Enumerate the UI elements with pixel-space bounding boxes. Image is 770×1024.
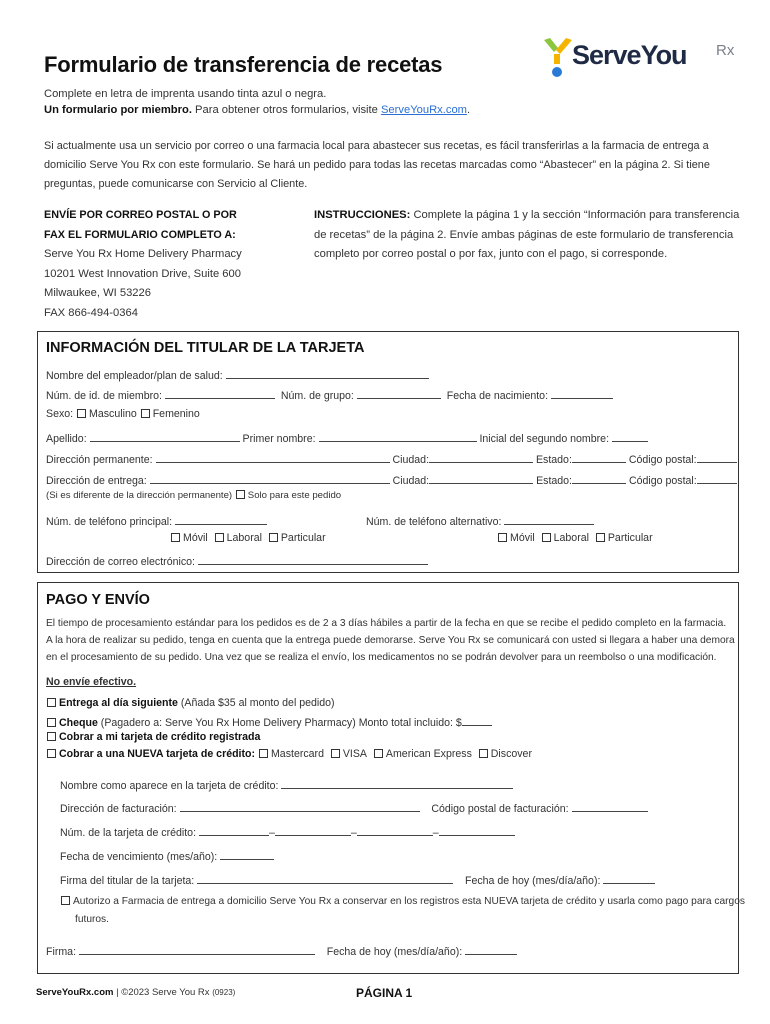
phone-type-row: Móvil Laboral Particular (170, 532, 326, 544)
perm-address-row: Dirección permanente: Ciudad: Estado: Código postal: (46, 451, 737, 466)
card-number-3[interactable] (357, 824, 433, 836)
dob-field[interactable] (551, 387, 613, 399)
alt-phone-field[interactable] (504, 513, 594, 525)
phone-row: Núm. de teléfono principal: (46, 513, 267, 528)
signature-date-field[interactable] (465, 943, 517, 955)
logo-text: ServeYou (572, 40, 687, 70)
ship-zip-field[interactable] (697, 472, 737, 484)
expiry-row: Fecha de vencimiento (mes/año): (60, 848, 274, 863)
ship-address-row: Dirección de entrega: Ciudad: Estado: Código postal: (46, 472, 737, 487)
intro-paragraph-1: Si actualmente usa un servicio por correo o una farmacia local para abastecer sus recetas, es fácil transferirlas a la farmacia de entrega a (44, 140, 709, 152)
signature-field[interactable] (79, 943, 315, 955)
expiry-field[interactable] (220, 848, 274, 860)
instructions-2: de recetas” de la página 2. Envíe ambas páginas de este formulario de transferencia (314, 229, 734, 241)
mastercard-checkbox[interactable] (259, 749, 268, 758)
mail-address-2: 10201 West Innovation Drive, Suite 600 (44, 268, 241, 280)
payment-para-2: A la hora de realizar su pedido, tenga en cuenta que la entrega puede demorarse. Serve You Rx se comunicará con usted si llegara a haber una demora (46, 635, 735, 646)
middle-initial-field[interactable] (612, 430, 648, 442)
instructions-1: INSTRUCCIONES: Complete la página 1 y la sección “Información para transferencia (314, 209, 740, 221)
mail-address-1: Serve You Rx Home Delivery Pharmacy (44, 248, 242, 260)
instructions-3: completo por correo postal o por fax, junto con el pago, si corresponde. (314, 248, 668, 260)
card-number-row: Núm. de la tarjeta de crédito: – – – (60, 824, 515, 839)
if-different-row: (Si es diferente de la dirección permanente) Solo para este pedido (46, 490, 342, 501)
next-day-row: Entrega al día siguiente (Añada $35 al monto del pedido) (46, 697, 335, 709)
authorize-row-2: futuros. (75, 914, 109, 925)
billing-address-field[interactable] (180, 800, 420, 812)
cardholder-title: INFORMACIÓN DEL TITULAR DE LA TARJETA (46, 340, 365, 356)
mobile-checkbox[interactable] (171, 533, 180, 542)
card-number-2[interactable] (275, 824, 351, 836)
mail-heading-1: ENVÍE POR CORREO POSTAL O POR (44, 209, 237, 221)
email-row: Dirección de correo electrónico: (46, 553, 428, 568)
employer-row: Nombre del empleador/plan de salud: (46, 367, 429, 382)
card-name-field[interactable] (281, 777, 513, 789)
instructions-line: Complete en letra de imprenta usando tinta azul o negra. (44, 88, 327, 100)
payment-para-3: en el procesamiento de su pedido. Una vez que se realiza el envío, los medicamentos no se podrán devolver para un reembolso o una modificación. (46, 652, 717, 663)
page-number: PÁGINA 1 (356, 986, 413, 1000)
logo-rx: Rx (716, 42, 735, 59)
card-date-field[interactable] (603, 872, 655, 884)
perm-city-field[interactable] (429, 451, 533, 463)
employer-field[interactable] (226, 367, 429, 379)
payment-para-1: El tiempo de procesamiento estándar para los pedidos es de 2 a 3 días hábiles a partir de la fecha en que se recibe el pedido completo en la farmacia. (46, 618, 727, 629)
ship-state-field[interactable] (572, 472, 626, 484)
card-signature-field[interactable] (197, 872, 453, 884)
first-name-field[interactable] (319, 430, 477, 442)
check-row: Cheque (Pagadero a: Serve You Rx Home Delivery Pharmacy) Monto total incluido: $ (46, 714, 492, 729)
ship-city-field[interactable] (429, 472, 533, 484)
authorize-row: Autorizo a Farmacia de entrega a domicilio Serve You Rx a conservar en los registros esta NUEVA tarjeta de crédito y usarla como pago para cargos (60, 896, 745, 907)
billing-zip-field[interactable] (572, 800, 648, 812)
perm-address-field[interactable] (156, 451, 390, 463)
order-only-checkbox[interactable] (236, 490, 245, 499)
billing-row: Dirección de facturación: Código postal de facturación: (60, 800, 648, 815)
footer-site: ServeYouRx.com (36, 987, 114, 998)
work-checkbox[interactable] (215, 533, 224, 542)
page-title: Formulario de transferencia de recetas (44, 52, 443, 77)
mail-fax: FAX 866-494-0364 (44, 307, 138, 319)
authorize-checkbox[interactable] (61, 896, 70, 905)
logo-mark-icon (542, 38, 574, 78)
next-day-checkbox[interactable] (47, 698, 56, 707)
member-row: Núm. de id. de miembro: Núm. de grupo: Fecha de nacimiento: (46, 387, 613, 402)
perm-zip-field[interactable] (697, 451, 737, 463)
ship-address-field[interactable] (150, 472, 390, 484)
check-checkbox[interactable] (47, 718, 56, 727)
alt-work-checkbox[interactable] (542, 533, 551, 542)
charge-registered-checkbox[interactable] (47, 732, 56, 741)
serveyou-logo (540, 36, 740, 80)
intro-paragraph-2: domicilio Serve You Rx con este formulario. Se hará un pedido para todas las recetas marcadas como “Abastecer” en la página 2. Si tiene (44, 159, 710, 171)
mail-address-3: Milwaukee, WI 53226 (44, 287, 151, 299)
alt-mobile-checkbox[interactable] (498, 533, 507, 542)
serveyou-link[interactable]: ServeYouRx.com (380, 104, 467, 116)
card-number-1[interactable] (199, 824, 269, 836)
group-field[interactable] (357, 387, 441, 399)
email-field[interactable] (198, 553, 428, 565)
last-name-field[interactable] (90, 430, 240, 442)
payment-title: PAGO Y ENVÍO (46, 592, 150, 608)
amex-checkbox[interactable] (374, 749, 383, 758)
check-amount-field[interactable] (462, 714, 492, 726)
alt-phone-row: Núm. de teléfono alternativo: (366, 513, 594, 528)
card-signature-row: Firma del titular de la tarjeta: Fecha de hoy (mes/día/año): (60, 872, 655, 887)
name-row: Apellido: Primer nombre: Inicial del segundo nombre: (46, 430, 648, 445)
no-cash-note: No envíe efectivo. (46, 676, 137, 688)
discover-checkbox[interactable] (479, 749, 488, 758)
intro-paragraph-3: preguntas, puede comunicarse con Servicio al Cliente. (44, 178, 308, 190)
member-id-field[interactable] (165, 387, 275, 399)
mail-heading-2: FAX EL FORMULARIO COMPLETO A: (44, 229, 236, 241)
forms-line: Un formulario por miembro. Para obtener otros formularios, visite ServeYouRx.com. (44, 104, 471, 116)
alt-home-checkbox[interactable] (596, 533, 605, 542)
male-checkbox[interactable] (77, 409, 86, 418)
footer: ServeYouRx.com | ©2023 Serve You Rx (0923) (36, 987, 236, 998)
charge-new-checkbox[interactable] (47, 749, 56, 758)
phone-field[interactable] (175, 513, 267, 525)
perm-state-field[interactable] (572, 451, 626, 463)
card-name-row: Nombre como aparece en la tarjeta de crédito: (60, 777, 513, 792)
visa-checkbox[interactable] (331, 749, 340, 758)
female-checkbox[interactable] (141, 409, 150, 418)
sex-row: Sexo: Masculino Femenino (46, 408, 200, 420)
alt-phone-type-row: Móvil Laboral Particular (497, 532, 653, 544)
card-number-4[interactable] (439, 824, 515, 836)
home-checkbox[interactable] (269, 533, 278, 542)
charge-registered-row: Cobrar a mi tarjeta de crédito registrada (46, 731, 260, 743)
charge-new-row: Cobrar a una NUEVA tarjeta de crédito: Mastercard VISA American Express Discover (46, 748, 532, 760)
signature-row: Firma: Fecha de hoy (mes/día/año): (46, 943, 517, 958)
